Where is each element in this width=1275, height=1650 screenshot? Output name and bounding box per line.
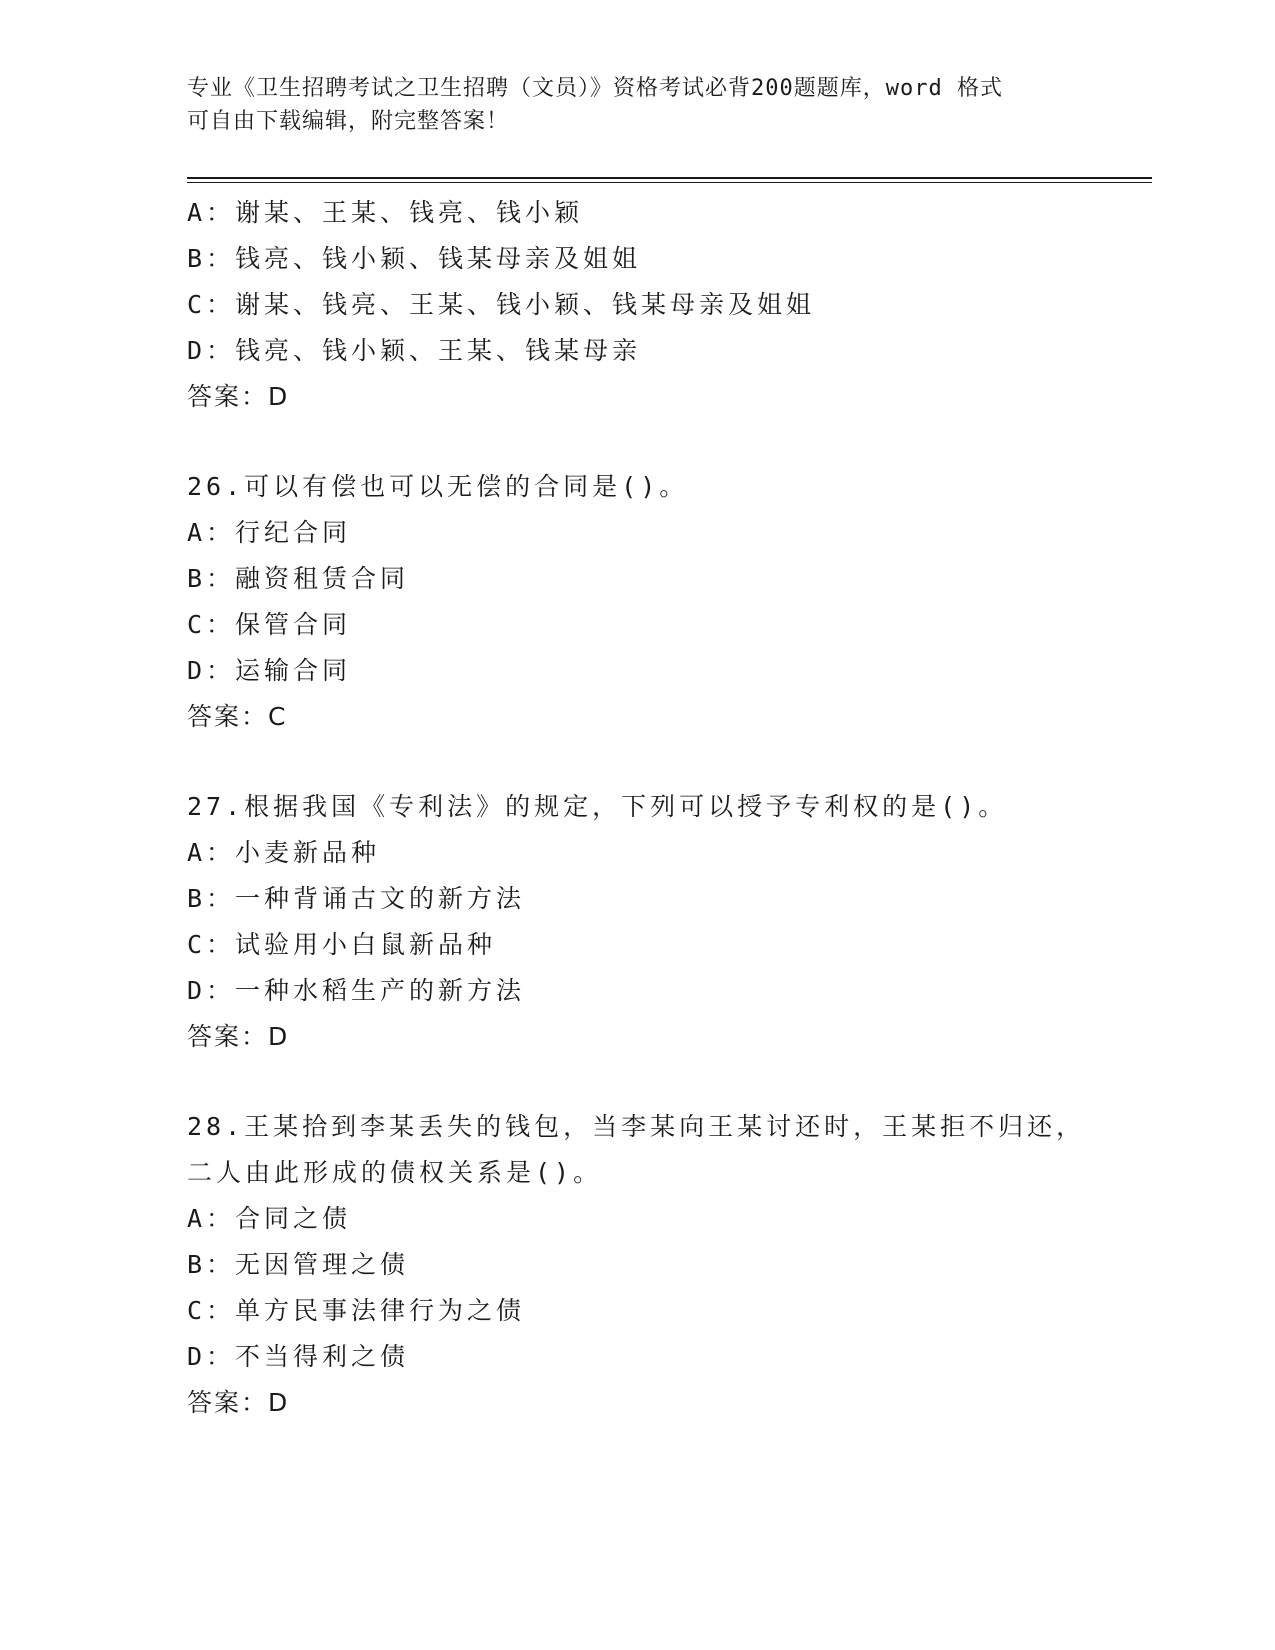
option-a: A：小麦新品种 — [187, 838, 381, 867]
option-d: D：运输合同 — [187, 656, 352, 685]
question-text-line-1: 28.王某拾到李某丢失的钱包，当李某向王某讨还时，王某拒不归还， — [187, 1112, 1086, 1141]
question-text: 26.可以有偿也可以无偿的合同是()。 — [187, 472, 689, 501]
answer: 答案：D — [187, 1388, 290, 1417]
option-b: B：钱亮、钱小颖、钱某母亲及姐姐 — [187, 244, 642, 273]
option-d: D：不当得利之债 — [187, 1342, 410, 1371]
question-block-28 — [187, 1104, 1087, 1426]
option-d: D：一种水稻生产的新方法 — [187, 976, 526, 1005]
question-list — [187, 190, 1087, 1470]
option-c: C：谢某、钱亮、王某、钱小颖、钱某母亲及姐姐 — [187, 290, 816, 319]
option-c: C：保管合同 — [187, 610, 352, 639]
option-a: A：谢某、王某、钱亮、钱小颖 — [187, 198, 584, 227]
question-block-25 — [187, 190, 1087, 420]
question-block-26 — [187, 464, 1087, 740]
option-b: B：无因管理之债 — [187, 1250, 410, 1279]
answer: 答案：C — [187, 702, 288, 731]
answer: 答案：D — [187, 1022, 290, 1051]
header-line-1: 专业《卫生招聘考试之卫生招聘（文员）》资格考试必背200题题库，word 格式 — [187, 76, 1003, 101]
option-d: D：钱亮、钱小颖、王某、钱某母亲 — [187, 336, 642, 365]
header-line-2: 可自由下载编辑，附完整答案！ — [187, 109, 510, 134]
option-c: C：单方民事法律行为之债 — [187, 1296, 526, 1325]
option-c: C：试验用小白鼠新品种 — [187, 930, 497, 959]
header-divider-thin — [187, 182, 1152, 183]
question-block-27 — [187, 784, 1087, 1060]
header-divider-thick — [187, 177, 1152, 179]
option-a: A：行纪合同 — [187, 518, 352, 547]
option-b: B：融资租赁合同 — [187, 564, 410, 593]
question-text-line-2: 二人由此形成的债权关系是()。 — [187, 1158, 603, 1187]
question-text: 27.根据我国《专利法》的规定，下列可以授予专利权的是()。 — [187, 792, 1008, 821]
option-b: B：一种背诵古文的新方法 — [187, 884, 526, 913]
document-header — [187, 72, 1087, 138]
answer: 答案：D — [187, 382, 290, 411]
option-a: A：合同之债 — [187, 1204, 352, 1233]
